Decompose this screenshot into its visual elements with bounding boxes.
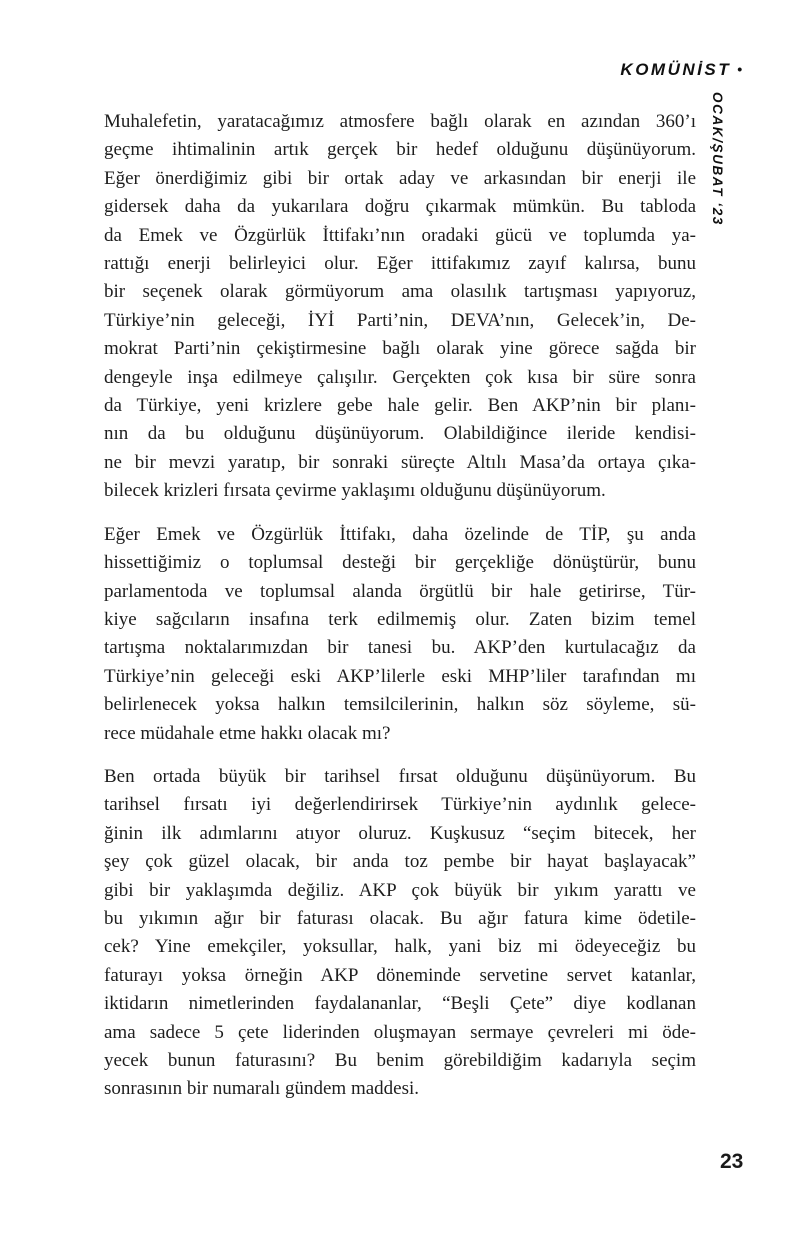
issue-date-label: OCAK/ŞUBAT ‘23	[710, 92, 725, 226]
text-line: da Emek ve Özgürlük İttifakı’nın oradaki gücü ve toplumda ya-	[104, 224, 696, 246]
magazine-header	[620, 60, 742, 80]
text-line: Eğer önerdiğimiz gibi bir ortak aday ve arkasından bir enerji ile	[104, 167, 696, 189]
paragraph	[104, 763, 696, 1104]
text-line: nın da bu olduğunu düşünüyorum. Olabildiğince ileride kendisi-	[104, 423, 696, 445]
text-line: ama sadece 5 çete liderinden oluşmayan sermaye çevreleri mi öde-	[104, 1021, 696, 1043]
text-line: gidersek daha da yukarılara doğru çıkarmak mümkün. Bu tabloda	[104, 196, 696, 218]
text-line: sonrasının bir numaralı gündem maddesi.	[104, 1078, 420, 1100]
text-line: kiye sağcıların insafına terk edilmemiş olur. Zaten bizim temel	[104, 608, 696, 630]
text-line: dengeyle inşa edilmeye çalışılır. Gerçekten çok kısa bir süre sonra	[104, 366, 696, 388]
text-line: Türkiye’nin geleceği eski AKP’lilerle eski MHP’liler tarafından mı	[104, 665, 696, 687]
text-line: tartışma noktalarımızdan bir tanesi bu. AKP’den kurtulacağız da	[104, 637, 696, 659]
text-line: rece müdahale etme hakkı olacak mı?	[104, 722, 391, 744]
paragraph	[104, 108, 696, 506]
text-line: iktidarın nimetlerinden faydalananlar, “Beşli Çete” diye kodlanan	[104, 993, 696, 1015]
text-line: cek? Yine emekçiler, yoksullar, halk, yani biz mi ödeyeceğiz bu	[104, 936, 696, 958]
page-number: 23	[720, 1150, 744, 1173]
paragraph	[104, 521, 696, 748]
text-line: ne bir mevzi yaratıp, bir sonraki süreçte Altılı Masa’da ortaya çıka-	[104, 451, 696, 473]
body-text	[104, 108, 696, 1119]
text-line: bu yıkımın ağır bir faturası olacak. Bu ağır fatura kime ödetile-	[104, 907, 696, 929]
text-line: yecek bunun faturasını? Bu benim görebildiğim kadarıyla seçim	[104, 1050, 696, 1071]
text-line: Ben ortada büyük bir tarihsel fırsat olduğunu düşünüyorum. Bu	[104, 765, 696, 787]
text-line: ğinin ilk adımlarını atıyor oluruz. Kuşkusuz “seçim bitecek, her	[104, 822, 696, 844]
text-line: Eğer Emek ve Özgürlük İttifakı, daha özelinde de TİP, şu anda	[104, 523, 696, 545]
text-line: şey çok güzel olacak, bir anda toz pembe bir hayat başlayacak”	[104, 851, 696, 873]
text-line: hissettiğimiz o toplumsal desteği bir gerçekliğe dönüştürür, bunu	[104, 552, 696, 574]
header-bullet-icon: •	[737, 61, 742, 77]
text-line: da Türkiye, yeni krizlere gebe hale gelir. Ben AKP’nin bir planı-	[104, 395, 696, 417]
text-line: bilecek krizleri fırsata çevirme yaklaşımı olduğunu düşünüyorum.	[104, 480, 606, 502]
text-line: parlamentoda ve toplumsal alanda örgütlü bir hale getirirse, Tür-	[104, 580, 696, 602]
text-line: bir seçenek olarak görmüyorum ama olasılık tartışması yapıyoruz,	[104, 281, 696, 303]
text-line: gibi bir yaklaşımda değiliz. AKP çok büyük bir yıkım yarattı ve	[104, 879, 696, 901]
text-line: geçme ihtimalinin artık gerçek bir hedef olduğunu düşünüyorum.	[104, 139, 696, 161]
text-line: Muhalefetin, yaratacağımız atmosfere bağlı olarak en azından 360’ı	[104, 111, 696, 132]
text-line: tarihsel fırsatı iyi değerlendirirsek Türkiye’nin aydınlık gelece-	[104, 794, 696, 816]
text-line: mokrat Parti’nin çekiştirmesine bağlı olarak yine görece sağda bir	[104, 338, 696, 360]
text-line: belirlenecek yoksa halkın temsilcilerinin, halkın söz söyleme, sü-	[104, 694, 696, 716]
text-line: faturayı yoksa örneğin AKP döneminde servetine servet katanlar,	[104, 964, 696, 986]
text-line: rattığı enerji belirleyici olur. Eğer ittifakımız zayıf kalırsa, bunu	[104, 253, 696, 275]
magazine-title: KOMÜNİST	[620, 60, 732, 79]
text-line: Türkiye’nin geleceği, İYİ Parti’nin, DEVA’nın, Gelecek’in, De-	[104, 309, 696, 331]
